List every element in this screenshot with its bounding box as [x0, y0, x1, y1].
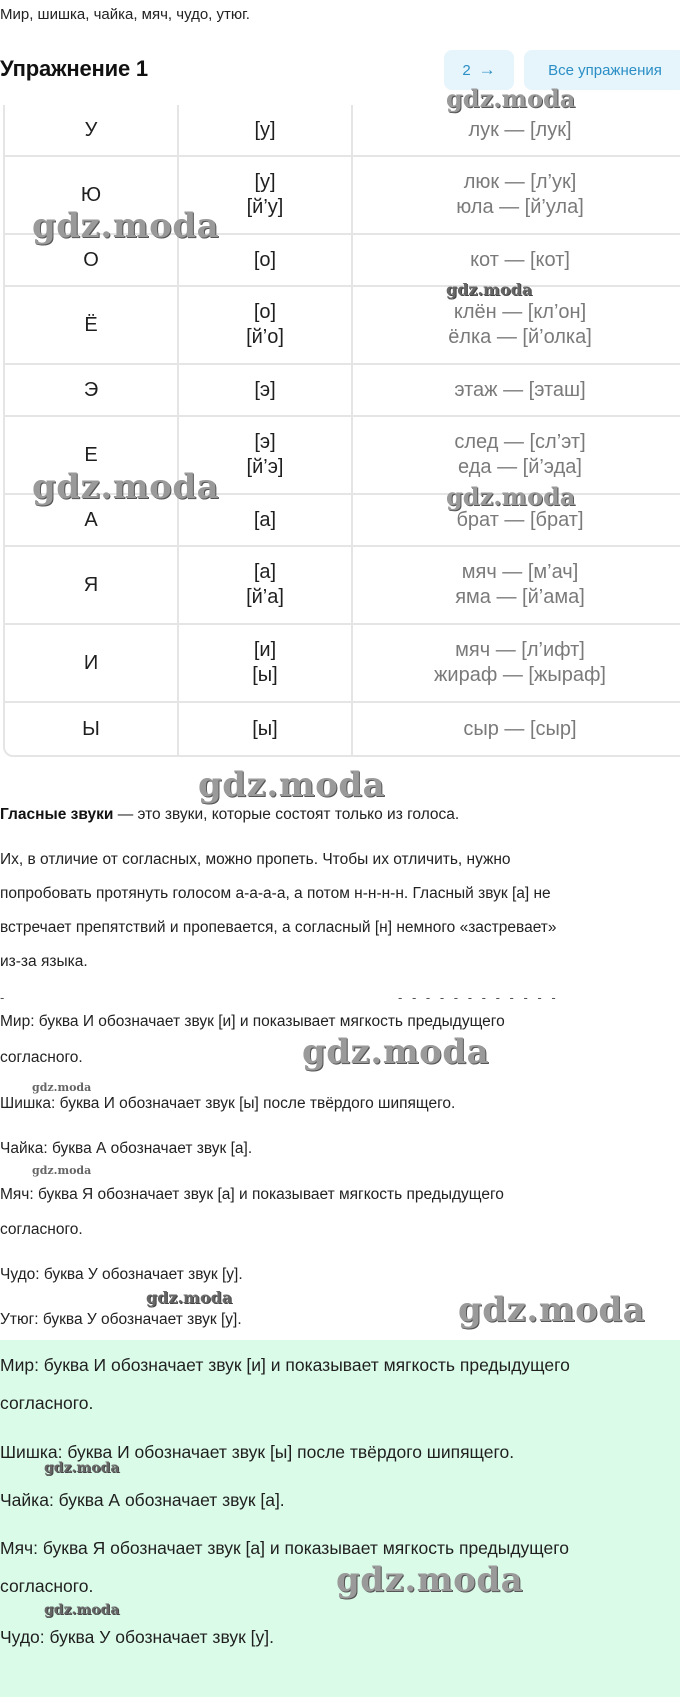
vowel-letter: И: [5, 624, 178, 702]
watermark: gdz.moda: [32, 1081, 92, 1094]
sound-transcription: [й’о]: [246, 326, 284, 348]
answer-line: Утюг: буква У обозначает звук [у].: [0, 1311, 242, 1328]
vowel-letter: Я: [5, 546, 178, 624]
table-row: [5, 546, 680, 624]
page-title: Упражнение 1: [0, 56, 148, 81]
vowel-sounds: [178, 364, 352, 416]
sound-transcription: [у]: [254, 118, 276, 141]
example-word: жираф — [жыраф]: [434, 664, 606, 686]
sound-transcription: [ы]: [252, 717, 278, 740]
watermark: gdz.moda: [458, 1290, 646, 1330]
next-exercise-button[interactable]: [444, 50, 514, 90]
separator-left: -: [0, 990, 8, 1005]
word-examples: [352, 105, 680, 156]
word-examples: [352, 702, 680, 755]
table-row: [5, 105, 680, 156]
sound-transcription: [ы]: [252, 664, 278, 686]
watermark: gdz.moda: [32, 1164, 92, 1177]
answer-box-line: Чудо: буква У обозначает звук [у].: [0, 1627, 274, 1647]
word-examples: [352, 624, 680, 702]
example-word: этаж — [эташ]: [454, 378, 586, 401]
table-row: [5, 156, 680, 234]
arrow-right-icon: →: [478, 60, 496, 79]
vowel-sounds: [178, 702, 352, 755]
example-word: мяч — [м’ач]: [461, 561, 579, 583]
sound-transcription: [а]: [253, 508, 277, 531]
table-row: [5, 494, 680, 546]
example-word: юла — [й’ула]: [456, 196, 584, 218]
all-exercises-button[interactable]: Все упражнения: [524, 50, 680, 90]
answer-line: Шишка: буква И обозначает звук [ы] после твёрдого шипящего.: [0, 1095, 456, 1112]
sound-transcription: [и]: [253, 639, 277, 661]
answer-box-line: Чайка: буква А обозначает звук [а].: [0, 1490, 285, 1510]
answer-line: Чайка: буква А обозначает звук [а].: [0, 1140, 253, 1157]
example-word: клён — [кл’он]: [453, 301, 587, 323]
vowel-sounds: [178, 105, 352, 156]
separator-right: - - - - - - - - - - - -: [398, 990, 559, 1005]
answer-box-line: согласного.: [0, 1576, 94, 1596]
watermark: gdz.moda: [44, 1460, 120, 1476]
theory-line: Их, в отличие от согласных, можно пропеть. Чтобы их отличить, нужно: [0, 851, 511, 868]
word-examples: [352, 546, 680, 624]
watermark: gdz.moda: [446, 482, 576, 511]
watermark: gdz.moda: [336, 1560, 524, 1600]
vowel-letter: Е: [5, 416, 178, 494]
vowel-sounds: [178, 286, 352, 364]
vowel-sounds: [178, 416, 352, 494]
watermark: gdz.moda: [44, 1602, 120, 1618]
theory-line: из-за языка.: [0, 953, 88, 970]
vowel-sounds: [178, 234, 352, 286]
example-word: брат — [брат]: [456, 508, 584, 531]
example-word: яма — [й’ама]: [455, 586, 585, 608]
theory-definition: [0, 806, 459, 824]
vowel-sounds: [178, 156, 352, 234]
vowel-sounds: [178, 546, 352, 624]
answer-line: согласного.: [0, 1049, 83, 1066]
watermark: gdz.moda: [146, 1288, 233, 1307]
vowels-table: [3, 105, 680, 757]
word-examples: [352, 364, 680, 416]
example-word: ёлка — [й’олка]: [448, 326, 592, 348]
exercise-words: Мир, шишка, чайка, мяч, чудо, утюг.: [0, 6, 250, 23]
example-word: мяч — [л’ифт]: [455, 639, 585, 661]
example-word: сыр — [сыр]: [463, 717, 577, 740]
vowel-letter: Ё: [5, 286, 178, 364]
word-examples: [352, 494, 680, 546]
watermark: gdz.moda: [446, 280, 533, 299]
sound-transcription: [й’э]: [246, 456, 284, 478]
word-examples: [352, 156, 680, 234]
vowel-sounds: [178, 494, 352, 546]
answer-line: Мир: буква И обозначает звук [и] и показывает мягкость предыдущего: [0, 1013, 505, 1030]
answer-line: Мяч: буква Я обозначает звук [а] и показывает мягкость предыдущего: [0, 1186, 504, 1203]
answer-box-line: согласного.: [0, 1393, 94, 1413]
answer-box-line: Мяч: буква Я обозначает звук [а] и показывает мягкость предыдущего: [0, 1538, 569, 1558]
example-word: след — [сл’эт]: [454, 431, 586, 453]
example-word: лук — [лук]: [468, 118, 572, 141]
example-word: люк — [л’ук]: [463, 171, 577, 193]
sound-transcription: [й’а]: [246, 586, 284, 608]
watermark: gdz.moda: [446, 84, 576, 113]
sound-transcription: [э]: [254, 378, 276, 401]
watermark: gdz.moda: [32, 467, 220, 507]
table-row: [5, 286, 680, 364]
word-examples: [352, 416, 680, 494]
vowel-letter: Ы: [5, 702, 178, 755]
sound-transcription: [й’у]: [246, 196, 284, 218]
vowel-letter: О: [5, 234, 178, 286]
vowel-sounds: [178, 624, 352, 702]
sound-transcription: [о]: [253, 301, 277, 323]
vowel-letter: Ю: [5, 156, 178, 234]
theory-definition-text: — это звуки, которые состоят только из голоса.: [113, 806, 460, 823]
answer-line: Чудо: буква У обозначает звук [у].: [0, 1266, 243, 1283]
table-row: [5, 624, 680, 702]
table-row: [5, 416, 680, 494]
answer-box: [0, 1340, 680, 1697]
watermark: gdz.moda: [302, 1032, 490, 1072]
vowel-letter: У: [5, 105, 178, 156]
sound-transcription: [о]: [253, 248, 277, 271]
vowel-letter: А: [5, 494, 178, 546]
example-word: кот — [кот]: [470, 248, 570, 271]
theory-term: Гласные звуки: [0, 806, 114, 823]
table-row: [5, 702, 680, 755]
sound-transcription: [а]: [253, 561, 277, 583]
answer-line: согласного.: [0, 1221, 83, 1238]
watermark: gdz.moda: [198, 765, 386, 805]
word-examples: [352, 286, 680, 364]
answer-box-line: Мир: буква И обозначает звук [и] и показывает мягкость предыдущего: [0, 1355, 570, 1375]
watermark: gdz.moda: [32, 206, 220, 246]
sound-transcription: [э]: [254, 431, 276, 453]
table-row: [5, 234, 680, 286]
word-examples: [352, 234, 680, 286]
example-word: еда — [й’эда]: [458, 456, 582, 478]
vowel-letter: Э: [5, 364, 178, 416]
answer-box-line: Шишка: буква И обозначает звук [ы] после твёрдого шипящего.: [0, 1442, 515, 1462]
theory-line: встречает препятствий и пропевается, а согласный [н] немного «застревает»: [0, 919, 557, 936]
table-row: [5, 364, 680, 416]
next-exercise-number: 2: [462, 61, 471, 79]
theory-line: попробовать протянуть голосом а-а-а-а, а потом н-н-н-н. Гласный звук [а] не: [0, 885, 551, 902]
sound-transcription: [у]: [254, 171, 276, 193]
